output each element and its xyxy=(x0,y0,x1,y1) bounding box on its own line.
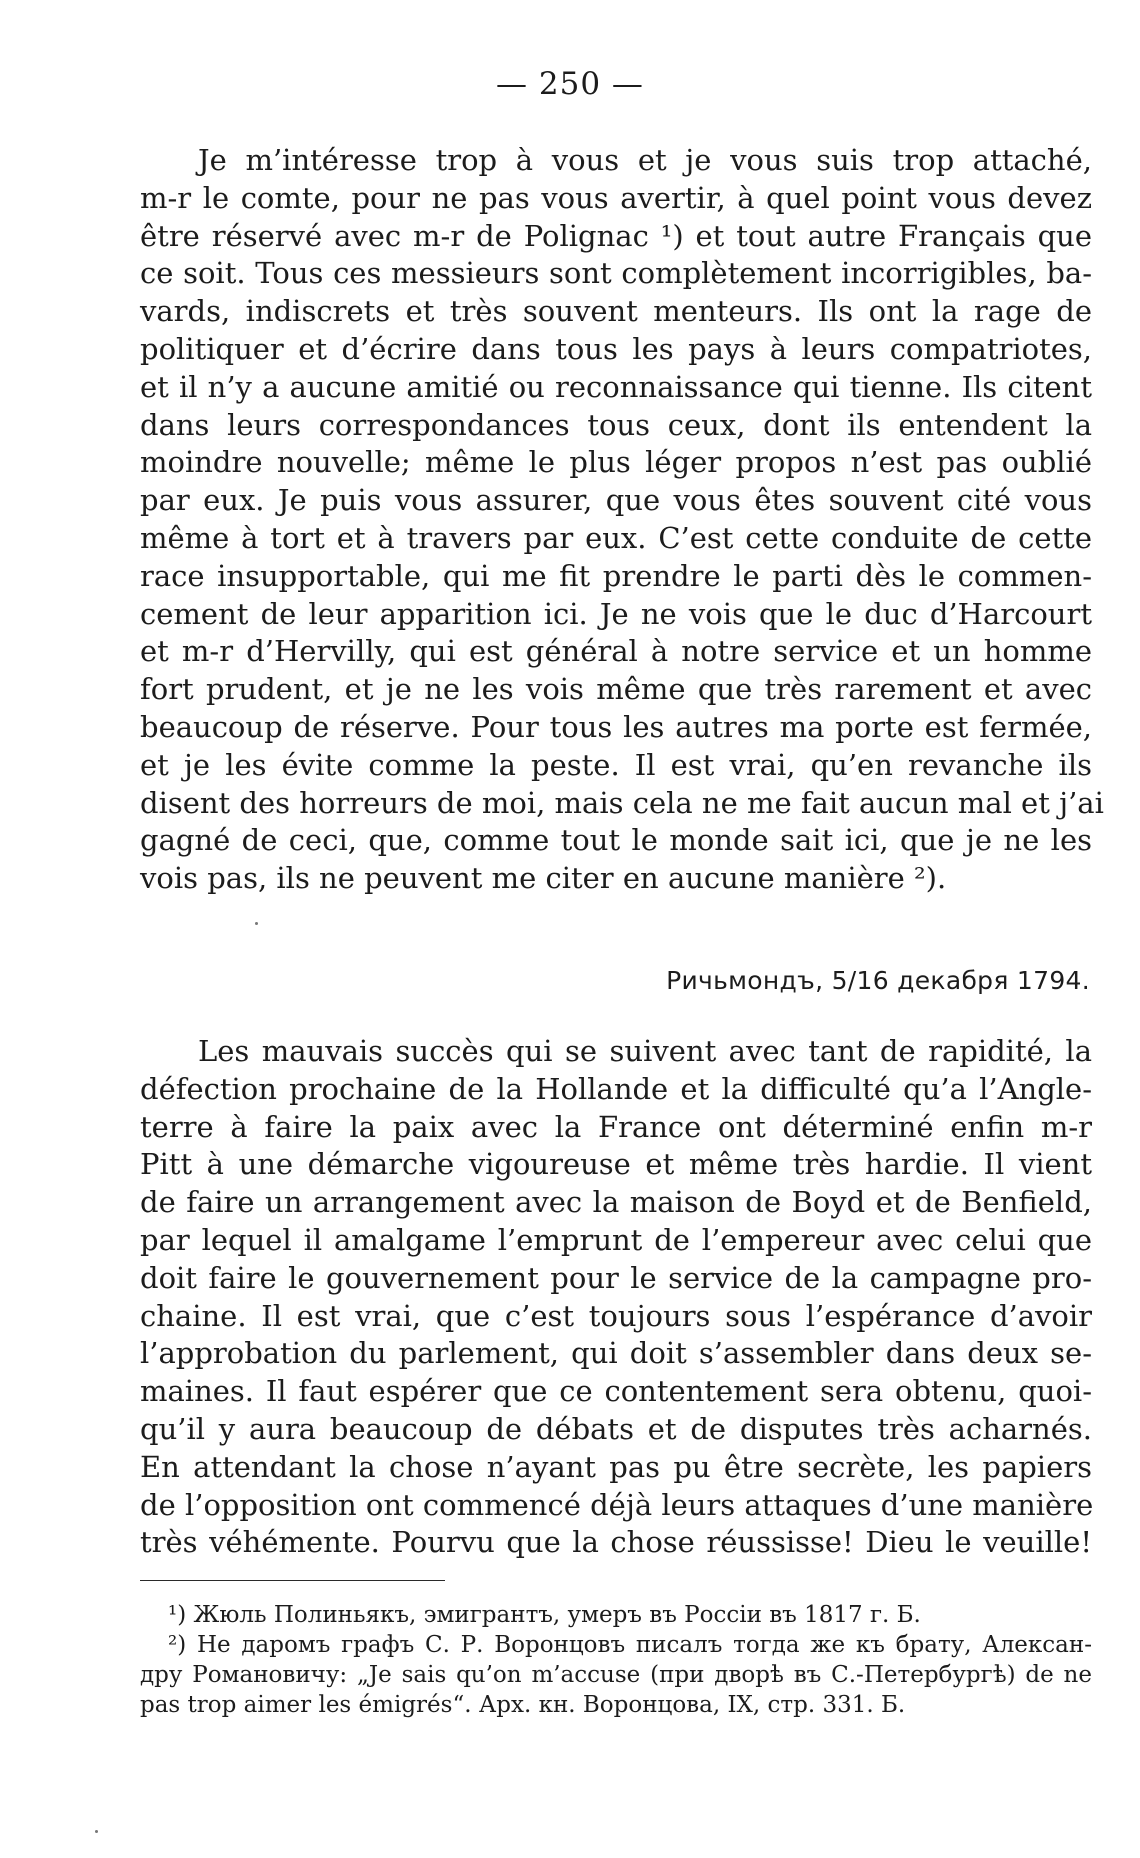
footnote-2: ²) Не даромъ графъ С. Р. Воронцовъ писалъ тогда же къ брату, Алексан- xyxy=(168,1632,1092,1658)
text-line: ce soit. Tous ces messieurs sont complètement incorrigibles, ba- xyxy=(140,256,1092,291)
text-line: disent des horreurs de moi, mais cela ne me fait aucun mal et j’ai xyxy=(140,785,1104,820)
text-line: maines. Il faut espérer que ce contentement sera obtenu, quoi- xyxy=(140,1374,1092,1409)
text-line: En attendant la chose n’ayant pas pu être secrète, les papiers xyxy=(140,1449,1092,1484)
letter-paragraph-1 xyxy=(140,142,1104,898)
text-line: Les mauvais succès qui se suivent avec tant de rapidité, la xyxy=(198,1034,1092,1068)
text-line: beaucoup de réserve. Pour tous les autres ma porte est fermée, xyxy=(140,709,1092,744)
text-line: de faire un arrangement avec la maison de Boyd et de Benfield, xyxy=(140,1185,1092,1220)
page-number: — 250 — xyxy=(496,66,644,102)
text-line: terre à faire la paix avec la France ont déterminé enfin m-r xyxy=(140,1109,1092,1144)
text-line: vois pas, ils ne peuvent me citer en aucune manière ²). xyxy=(140,861,947,896)
text-line: Pitt à une démarche vigoureuse et même très hardie. Il vient xyxy=(140,1147,1092,1182)
footnote-divider xyxy=(140,1580,445,1581)
text-line: de l’opposition ont commencé déjà leurs attaques d’une manière xyxy=(140,1487,1094,1522)
print-speck xyxy=(255,922,258,925)
text-line: et m-r d’Hervilly, qui est général à notre service et un homme xyxy=(140,634,1092,669)
text-line: race insupportable, qui me fit prendre le parti dès le commen- xyxy=(140,558,1092,593)
text-line: par eux. Je puis vous assurer, que vous êtes souvent cité vous xyxy=(140,483,1092,518)
text-line: par lequel il amalgame l’emprunt de l’empereur avec celui que xyxy=(140,1222,1092,1257)
text-line: politiquer et d’écrire dans tous les pays à leurs compatriotes, xyxy=(140,331,1092,366)
text-line: m-r le comte, pour ne pas vous avertir, à quel point vous devez xyxy=(140,180,1092,215)
text-line: vards, indiscrets et très souvent menteurs. Ils ont la rage de xyxy=(140,294,1092,329)
text-line: et il n’y a aucune amitié ou reconnaissance qui tienne. Ils citent xyxy=(140,369,1092,404)
text-line: doit faire le gouvernement pour le service de la campagne pro- xyxy=(140,1260,1092,1295)
footnotes xyxy=(140,1600,1092,1720)
text-line: et je les évite comme la peste. Il est vrai, qu’en revanche ils xyxy=(140,747,1092,782)
text-line: Je m’intéresse trop à vous et je vous suis trop attaché, xyxy=(198,143,1092,177)
footnote-2-continued: pas trop aimer les émigrés“. Арх. кн. Воронцова, IX, стр. 331. Б. xyxy=(140,1692,906,1718)
text-line: dans leurs correspondances tous ceux, dont ils entendent la xyxy=(140,407,1092,442)
text-line: l’approbation du parlement, qui doit s’assembler dans deux se- xyxy=(140,1336,1092,1371)
text-line: cement de leur apparition ici. Je ne vois que le duc d’Harcourt xyxy=(140,596,1092,631)
place-date-line: Ричьмондъ, 5/16 декабря 1794. xyxy=(666,966,1090,995)
text-line: gagné de ceci, que, comme tout le monde sait ici, que je ne les xyxy=(140,823,1092,858)
print-speck xyxy=(95,1830,98,1833)
footnote-2-continued: дру Романовичу: „Je sais qu’on m’accuse (при дворѣ въ С.-Петербургѣ) de ne xyxy=(140,1662,1092,1688)
text-line: même à tort et à travers par eux. C’est cette conduite de cette xyxy=(140,520,1092,555)
text-line: qu’il y aura beaucoup de débats et de disputes très acharnés. xyxy=(140,1411,1092,1446)
text-line: défection prochaine de la Hollande et la difficulté qu’a l’Angle- xyxy=(140,1071,1092,1106)
text-line: moindre nouvelle; même le plus léger propos n’est pas oublié xyxy=(140,445,1092,480)
footnote-1: ¹) Жюль Полиньякъ, эмигрантъ, умеръ въ Россіи въ 1817 г. Б. xyxy=(168,1602,921,1628)
text-line: chaine. Il est vrai, que c’est toujours sous l’espérance d’avoir xyxy=(140,1298,1092,1333)
text-line: fort prudent, et je ne les vois même que très rarement et avec xyxy=(140,672,1092,707)
text-line: très véhémente. Pourvu que la chose réussisse! Dieu le veuille! xyxy=(140,1525,1092,1560)
text-line: être réservé avec m-r de Polignac ¹) et tout autre Français que xyxy=(140,218,1092,253)
letter-paragraph-2 xyxy=(140,1033,1092,1562)
